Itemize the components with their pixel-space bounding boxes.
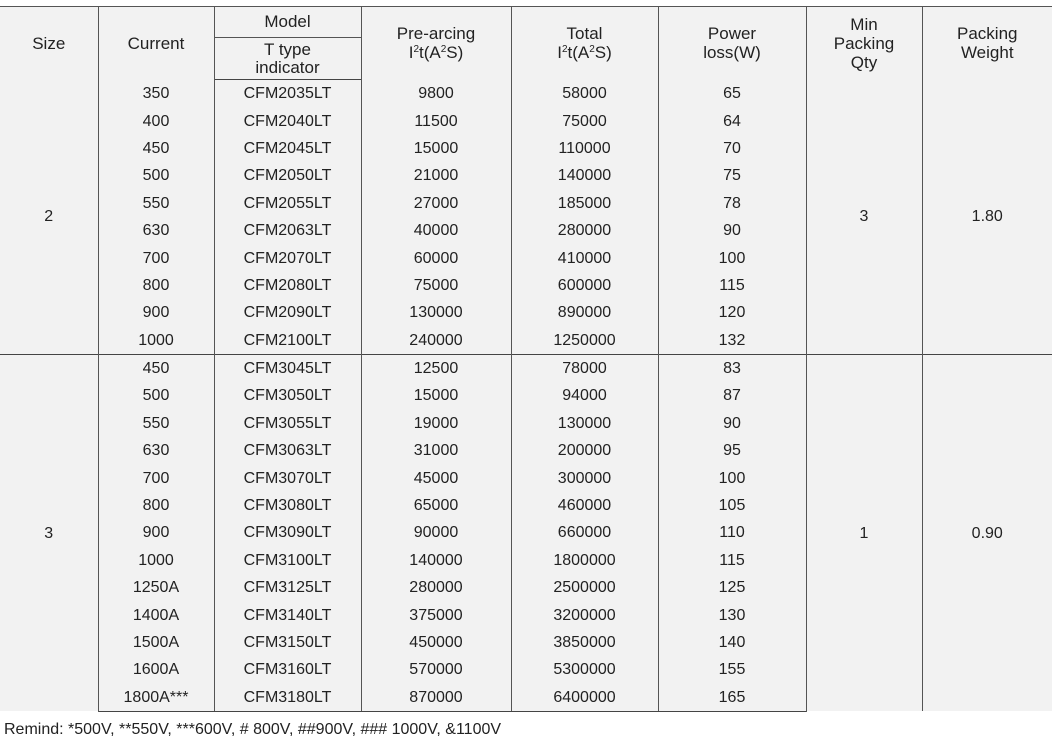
pre-arcing-cell: 870000 bbox=[361, 684, 511, 712]
pre-arcing-cell: 75000 bbox=[361, 272, 511, 299]
current-cell: 500 bbox=[98, 382, 214, 409]
pre-arcing-cell: 65000 bbox=[361, 492, 511, 519]
header-model: Model bbox=[214, 7, 361, 38]
pre-arcing-cell: 140000 bbox=[361, 547, 511, 574]
power-loss-cell: 100 bbox=[658, 244, 806, 271]
current-cell: 400 bbox=[98, 107, 214, 134]
power-loss-cell: 120 bbox=[658, 299, 806, 326]
total-cell: 110000 bbox=[511, 135, 658, 162]
power-loss-cell: 90 bbox=[658, 217, 806, 244]
total-cell: 58000 bbox=[511, 80, 658, 108]
total-cell: 185000 bbox=[511, 190, 658, 217]
total-cell: 130000 bbox=[511, 410, 658, 437]
power-loss-cell: 78 bbox=[658, 190, 806, 217]
current-cell: 550 bbox=[98, 190, 214, 217]
current-cell: 500 bbox=[98, 162, 214, 189]
current-cell: 1250A bbox=[98, 574, 214, 601]
model-cell: CFM3080LT bbox=[214, 492, 361, 519]
pre-arcing-cell: 280000 bbox=[361, 574, 511, 601]
model-cell: CFM3045LT bbox=[214, 354, 361, 382]
power-loss-cell: 100 bbox=[658, 464, 806, 491]
total-cell: 78000 bbox=[511, 354, 658, 382]
model-cell: CFM3100LT bbox=[214, 547, 361, 574]
total-cell: 460000 bbox=[511, 492, 658, 519]
pre-arcing-cell: 21000 bbox=[361, 162, 511, 189]
current-cell: 800 bbox=[98, 272, 214, 299]
total-cell: 890000 bbox=[511, 299, 658, 326]
model-cell: CFM3063LT bbox=[214, 437, 361, 464]
pre-arcing-cell: 450000 bbox=[361, 629, 511, 656]
power-loss-cell: 165 bbox=[658, 684, 806, 712]
header-min-packing-qty: Min Packing Qty bbox=[806, 7, 922, 80]
current-cell: 1800A*** bbox=[98, 684, 214, 712]
power-loss-cell: 110 bbox=[658, 519, 806, 546]
model-cell: CFM3160LT bbox=[214, 656, 361, 683]
power-loss-cell: 130 bbox=[658, 601, 806, 628]
header-packing-weight: Packing Weight bbox=[922, 7, 1052, 80]
model-cell: CFM2100LT bbox=[214, 327, 361, 355]
model-cell: CFM3070LT bbox=[214, 464, 361, 491]
remind-note: Remind: *500V, **550V, ***600V, # 800V, ##900V, ### 1000V, &1100V bbox=[4, 721, 502, 738]
current-cell: 1000 bbox=[98, 547, 214, 574]
total-cell: 300000 bbox=[511, 464, 658, 491]
model-cell: CFM2090LT bbox=[214, 299, 361, 326]
pre-arcing-cell: 19000 bbox=[361, 410, 511, 437]
pre-arcing-cell: 12500 bbox=[361, 354, 511, 382]
pre-arcing-cell: 90000 bbox=[361, 519, 511, 546]
pre-arcing-cell: 45000 bbox=[361, 464, 511, 491]
power-loss-cell: 115 bbox=[658, 547, 806, 574]
size-cell: 3 bbox=[0, 354, 98, 711]
header-total: Total $I^2t(A^2S)$ bbox=[511, 7, 658, 80]
total-cell: 280000 bbox=[511, 217, 658, 244]
model-cell: CFM3140LT bbox=[214, 601, 361, 628]
total-cell: 75000 bbox=[511, 107, 658, 134]
total-cell: 5300000 bbox=[511, 656, 658, 683]
current-cell: 900 bbox=[98, 519, 214, 546]
current-cell: 350 bbox=[98, 80, 214, 108]
table-row bbox=[0, 354, 1052, 382]
current-cell: 1400A bbox=[98, 601, 214, 628]
power-loss-cell: 125 bbox=[658, 574, 806, 601]
total-cell: 600000 bbox=[511, 272, 658, 299]
header-size: Size bbox=[0, 7, 98, 80]
pre-arcing-cell: 375000 bbox=[361, 601, 511, 628]
current-cell: 630 bbox=[98, 437, 214, 464]
current-cell: 800 bbox=[98, 492, 214, 519]
pre-arcing-cell: 60000 bbox=[361, 244, 511, 271]
model-cell: CFM2080LT bbox=[214, 272, 361, 299]
size-group-2 bbox=[0, 80, 1052, 355]
power-loss-cell: 95 bbox=[658, 437, 806, 464]
current-cell: 900 bbox=[98, 299, 214, 326]
current-cell: 1500A bbox=[98, 629, 214, 656]
table-row bbox=[0, 80, 1052, 108]
current-cell: 450 bbox=[98, 135, 214, 162]
power-loss-cell: 70 bbox=[658, 135, 806, 162]
power-loss-cell: 64 bbox=[658, 107, 806, 134]
header-current: Current bbox=[98, 7, 214, 80]
pre-arcing-cell: 27000 bbox=[361, 190, 511, 217]
power-loss-cell: 75 bbox=[658, 162, 806, 189]
current-cell: 1600A bbox=[98, 656, 214, 683]
power-loss-cell: 140 bbox=[658, 629, 806, 656]
pre-arcing-cell: 40000 bbox=[361, 217, 511, 244]
fuse-spec-table bbox=[0, 6, 1052, 712]
model-cell: CFM2063LT bbox=[214, 217, 361, 244]
model-cell: CFM3180LT bbox=[214, 684, 361, 712]
power-loss-cell: 87 bbox=[658, 382, 806, 409]
model-cell: CFM2045LT bbox=[214, 135, 361, 162]
pre-arcing-cell: 130000 bbox=[361, 299, 511, 326]
pre-arcing-cell: 240000 bbox=[361, 327, 511, 355]
current-cell: 630 bbox=[98, 217, 214, 244]
model-cell: CFM2040LT bbox=[214, 107, 361, 134]
total-cell: 2500000 bbox=[511, 574, 658, 601]
pre-arcing-cell: 9800 bbox=[361, 80, 511, 108]
power-loss-cell: 65 bbox=[658, 80, 806, 108]
model-cell: CFM3055LT bbox=[214, 410, 361, 437]
pre-arcing-cell: 31000 bbox=[361, 437, 511, 464]
total-cell: 140000 bbox=[511, 162, 658, 189]
pre-arcing-cell: 570000 bbox=[361, 656, 511, 683]
model-cell: CFM2050LT bbox=[214, 162, 361, 189]
total-cell: 200000 bbox=[511, 437, 658, 464]
size-cell: 2 bbox=[0, 80, 98, 355]
packing-weight-cell: 0.90 bbox=[922, 354, 1052, 711]
model-cell: CFM2070LT bbox=[214, 244, 361, 271]
header-model-t-type: T type indicator bbox=[214, 38, 361, 80]
model-cell: CFM3090LT bbox=[214, 519, 361, 546]
model-cell: CFM3125LT bbox=[214, 574, 361, 601]
model-cell: CFM2035LT bbox=[214, 80, 361, 108]
current-cell: 700 bbox=[98, 244, 214, 271]
total-cell: 410000 bbox=[511, 244, 658, 271]
power-loss-cell: 115 bbox=[658, 272, 806, 299]
total-cell: 660000 bbox=[511, 519, 658, 546]
model-cell: CFM3050LT bbox=[214, 382, 361, 409]
packing-weight-cell: 1.80 bbox=[922, 80, 1052, 355]
power-loss-cell: 155 bbox=[658, 656, 806, 683]
model-cell: CFM2055LT bbox=[214, 190, 361, 217]
total-cell: 1250000 bbox=[511, 327, 658, 355]
min-packing-qty-cell: 1 bbox=[806, 354, 922, 711]
power-loss-cell: 90 bbox=[658, 410, 806, 437]
power-loss-cell: 105 bbox=[658, 492, 806, 519]
power-loss-cell: 83 bbox=[658, 354, 806, 382]
table-header bbox=[0, 7, 1052, 80]
size-group-3 bbox=[0, 354, 1052, 711]
total-cell: 1800000 bbox=[511, 547, 658, 574]
total-cell: 94000 bbox=[511, 382, 658, 409]
pre-arcing-cell: 15000 bbox=[361, 382, 511, 409]
header-pre-arcing: Pre-arcing $I^2t(A^2S)$ bbox=[361, 7, 511, 80]
total-cell: 6400000 bbox=[511, 684, 658, 712]
current-cell: 450 bbox=[98, 354, 214, 382]
model-cell: CFM3150LT bbox=[214, 629, 361, 656]
total-cell: 3850000 bbox=[511, 629, 658, 656]
pre-arcing-cell: 11500 bbox=[361, 107, 511, 134]
current-cell: 1000 bbox=[98, 327, 214, 355]
total-cell: 3200000 bbox=[511, 601, 658, 628]
pre-arcing-cell: 15000 bbox=[361, 135, 511, 162]
min-packing-qty-cell: 3 bbox=[806, 80, 922, 355]
power-loss-cell: 132 bbox=[658, 327, 806, 355]
header-power-loss: Power loss(W) bbox=[658, 7, 806, 80]
current-cell: 700 bbox=[98, 464, 214, 491]
current-cell: 550 bbox=[98, 410, 214, 437]
